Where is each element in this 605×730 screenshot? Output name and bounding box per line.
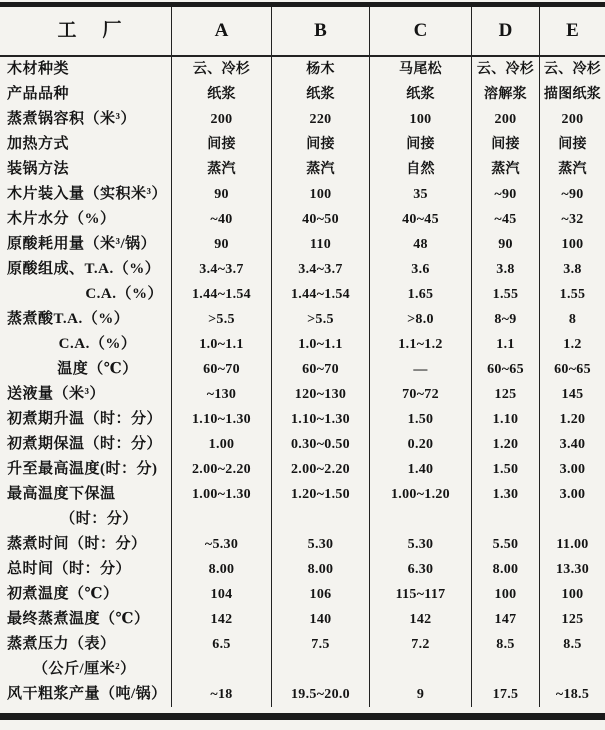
header-column-letter: D (472, 7, 540, 55)
value-cell: 间接 (370, 132, 472, 157)
value-cell: 60~70 (172, 357, 272, 382)
row-label (0, 557, 172, 582)
table-row (0, 482, 605, 532)
value-cell: 100 (370, 107, 472, 132)
value-cell: 125 (472, 382, 540, 407)
row-label-line1: 初煮期升温（时：分） (7, 411, 163, 427)
bottom-border-rule (0, 713, 605, 720)
value-cell: 3.8 (563, 262, 582, 277)
row-label-line1: 送液量（米³） (7, 386, 105, 402)
value-cell: 100 (561, 587, 584, 602)
value-cell: 8.00 (172, 557, 272, 582)
row-label (0, 307, 172, 332)
value-cell: 间接 (558, 137, 587, 152)
value-cell: 溶解浆 (472, 82, 540, 107)
value-cell: 3.8 (472, 257, 540, 282)
header-column-letter: C (370, 7, 472, 55)
value-cell: 40~45 (370, 207, 472, 232)
row-label (0, 382, 172, 407)
value-cell: 1.0~1.1 (172, 332, 272, 357)
value-cell: 3.6 (370, 257, 472, 282)
value-cell: ~32 (561, 212, 584, 227)
row-label-line1: 蒸煮时间（时：分） (7, 536, 147, 552)
table-row (0, 282, 605, 307)
row-label (0, 582, 172, 607)
table-row (0, 257, 605, 282)
row-label-line1: 最终蒸煮温度（℃） (7, 611, 150, 627)
row-label (0, 407, 172, 432)
value-cell: 杨木 (272, 57, 370, 82)
value-cell: 100 (472, 582, 540, 607)
row-label-line1: 原酸耗用量（米³/锅） (7, 236, 157, 252)
row-label-line1: 原酸组成、T.A.（%） (7, 261, 161, 277)
table-row (0, 457, 605, 482)
value-cell: >8.0 (370, 307, 472, 332)
row-label (0, 82, 172, 107)
value-cell: 90 (472, 232, 540, 257)
value-cell: 106 (272, 582, 370, 607)
row-label (0, 107, 172, 132)
row-label (0, 607, 172, 632)
row-label (0, 632, 172, 682)
table-row (0, 632, 605, 682)
value-cell: 3.40 (559, 437, 586, 452)
row-label (0, 282, 172, 307)
value-cell: >5.5 (172, 307, 272, 332)
value-cell: 1.10~1.30 (172, 407, 272, 432)
value-cell: 145 (561, 387, 584, 402)
value-cell: 100 (272, 182, 370, 207)
value-cell: 自然 (370, 157, 472, 182)
value-cell: 蒸汽 (472, 157, 540, 182)
row-label (0, 232, 172, 257)
value-cell: 5.30 (272, 532, 370, 557)
value-cell: 13.30 (556, 562, 589, 577)
value-cell: 云、冷杉 (543, 62, 602, 77)
value-cell: 8.5 (563, 637, 582, 652)
value-cell: 8~9 (472, 307, 540, 332)
row-label-line1: 加热方式 (7, 136, 70, 152)
value-cell: 1.10~1.30 (272, 407, 370, 432)
value-cell: 云、冷杉 (172, 57, 272, 82)
value-cell: 1.20 (559, 412, 586, 427)
row-label (0, 182, 172, 207)
value-cell: 1.20~1.50 (272, 482, 370, 532)
row-label-line1: 木片水分（%） (7, 211, 116, 227)
value-cell: 纸浆 (272, 82, 370, 107)
value-cell: 间接 (172, 132, 272, 157)
value-cell: 48 (370, 232, 472, 257)
value-cell: ~90 (561, 187, 584, 202)
value-cell: 8 (568, 312, 577, 327)
value-cell: 17.5 (472, 682, 540, 707)
value-cell: 1.55 (472, 282, 540, 307)
value-cell: 蒸汽 (272, 157, 370, 182)
row-label-line1: 蒸煮酸T.A.（%） (7, 311, 130, 327)
table-row (0, 132, 605, 157)
header-column-letter: E (566, 20, 579, 41)
table-row (0, 157, 605, 182)
table-row (0, 532, 605, 557)
value-cell: 5.50 (472, 532, 540, 557)
value-cell: 间接 (272, 132, 370, 157)
value-cell: 描图纸浆 (543, 87, 602, 102)
value-cell: 云、冷杉 (472, 57, 540, 82)
value-cell: ~90 (472, 182, 540, 207)
value-cell: 1.1 (472, 332, 540, 357)
table-header (0, 7, 605, 57)
header-factory-label: 工厂 (0, 7, 172, 55)
value-cell: 0.30~0.50 (272, 432, 370, 457)
row-label (0, 357, 172, 382)
table-row (0, 232, 605, 257)
row-label-line1: 初煮期保温（时：分） (7, 436, 163, 452)
row-label-line1: 风干粗浆产量（吨/锅） (7, 686, 167, 702)
value-cell: 120~130 (272, 382, 370, 407)
value-cell: ~130 (172, 382, 272, 407)
value-cell: 纸浆 (172, 82, 272, 107)
value-cell: 1.30 (472, 482, 540, 532)
value-cell: 90 (172, 182, 272, 207)
value-cell: 19.5~20.0 (272, 682, 370, 707)
value-cell: 1.50 (370, 407, 472, 432)
row-label-line1: 初煮温度（℃） (7, 586, 119, 602)
table-row (0, 607, 605, 632)
table-body (0, 57, 605, 710)
value-cell: 1.00 (172, 432, 272, 457)
value-cell: 1.2 (563, 337, 582, 352)
row-label-line1: 最高温度下保温 (7, 486, 116, 502)
value-cell: 7.2 (370, 632, 472, 682)
row-label-line1: 木片装入量（实积米³） (7, 186, 167, 202)
row-label (0, 132, 172, 157)
row-label-line2: （公斤/厘米²） (33, 661, 136, 677)
value-cell: 125 (561, 612, 584, 627)
row-label-line1: 装锅方法 (7, 161, 70, 177)
value-cell: 8.00 (472, 557, 540, 582)
table-row (0, 182, 605, 207)
value-cell: 1.55 (559, 287, 586, 302)
value-cell: 6.5 (172, 632, 272, 682)
value-cell: 70~72 (370, 382, 472, 407)
value-cell: — (370, 357, 472, 382)
value-cell: 220 (272, 107, 370, 132)
value-cell: >5.5 (272, 307, 370, 332)
value-cell: 1.40 (370, 457, 472, 482)
row-label-line1: 总时间（时：分） (7, 561, 132, 577)
value-cell: 40~50 (272, 207, 370, 232)
value-cell: 8.5 (472, 632, 540, 682)
value-cell: 100 (561, 237, 584, 252)
value-cell: ~18 (172, 682, 272, 707)
table-row (0, 557, 605, 582)
value-cell: 2.00~2.20 (172, 457, 272, 482)
value-cell: 1.44~1.54 (172, 282, 272, 307)
row-label-line1: C.A.（%） (58, 336, 137, 352)
table-row (0, 57, 605, 82)
row-label (0, 257, 172, 282)
value-cell: 200 (472, 107, 540, 132)
header-column-letter: B (272, 7, 370, 55)
value-cell: 3.4~3.7 (172, 257, 272, 282)
value-cell: 1.00~1.20 (370, 482, 472, 532)
value-cell: 2.00~2.20 (272, 457, 370, 482)
table-row (0, 207, 605, 232)
table-row (0, 407, 605, 432)
value-cell: 蒸汽 (172, 157, 272, 182)
row-label (0, 332, 172, 357)
row-label (0, 682, 172, 707)
value-cell: 9 (370, 682, 472, 707)
value-cell: 马尾松 (370, 57, 472, 82)
table-row (0, 82, 605, 107)
value-cell: 1.1~1.2 (370, 332, 472, 357)
value-cell: 1.65 (370, 282, 472, 307)
value-cell: 60~65 (472, 357, 540, 382)
value-cell: 1.50 (472, 457, 540, 482)
value-cell: 纸浆 (370, 82, 472, 107)
value-cell: 3.4~3.7 (272, 257, 370, 282)
row-label-line1: 蒸煮压力（表） (7, 636, 116, 652)
value-cell: 200 (172, 107, 272, 132)
value-cell: 蒸汽 (558, 162, 587, 177)
value-cell: 104 (172, 582, 272, 607)
value-cell: 1.0~1.1 (272, 332, 370, 357)
value-cell: ~5.30 (172, 532, 272, 557)
value-cell: 1.10 (472, 407, 540, 432)
value-cell: 6.30 (370, 557, 472, 582)
row-label-line1: C.A.（%） (85, 286, 163, 302)
row-label (0, 157, 172, 182)
table-row (0, 107, 605, 132)
table-row (0, 357, 605, 382)
row-label-line1: 木材种类 (7, 61, 70, 77)
row-label-line1: 温度（℃） (57, 361, 138, 377)
row-label (0, 432, 172, 457)
value-cell: 间接 (472, 132, 540, 157)
value-cell: 11.00 (556, 537, 589, 552)
value-cell: 5.30 (370, 532, 472, 557)
value-cell: 0.20 (370, 432, 472, 457)
value-cell: 115~117 (370, 582, 472, 607)
value-cell: 142 (172, 607, 272, 632)
value-cell: ~18.5 (555, 687, 590, 702)
row-label (0, 532, 172, 557)
table-row (0, 332, 605, 357)
value-cell: ~40 (172, 207, 272, 232)
value-cell: 110 (272, 232, 370, 257)
value-cell: 3.00 (559, 462, 586, 477)
row-label (0, 207, 172, 232)
row-label (0, 482, 172, 532)
row-label (0, 457, 172, 482)
table-row (0, 682, 605, 707)
value-cell: 7.5 (272, 632, 370, 682)
header-column-letter: A (172, 7, 272, 55)
value-cell: 1.00~1.30 (172, 482, 272, 532)
table-row (0, 307, 605, 332)
value-cell: 60~70 (272, 357, 370, 382)
table-row (0, 582, 605, 607)
value-cell: 1.20 (472, 432, 540, 457)
row-label-line2: （时：分） (60, 511, 138, 527)
row-label-line1: 蒸煮锅容积（米³） (7, 111, 136, 127)
value-cell: 200 (561, 112, 584, 127)
table-row (0, 432, 605, 457)
row-label-line1: 产品品种 (7, 86, 70, 102)
row-label (0, 57, 172, 82)
value-cell: 90 (172, 232, 272, 257)
value-cell: 147 (472, 607, 540, 632)
value-cell: 142 (370, 607, 472, 632)
value-cell: 3.00 (559, 487, 586, 502)
row-label-line1: 升至最高温度(时：分) (7, 461, 158, 477)
value-cell: ~45 (472, 207, 540, 232)
value-cell: 35 (370, 182, 472, 207)
value-cell: 8.00 (272, 557, 370, 582)
value-cell: 140 (272, 607, 370, 632)
value-cell: 1.44~1.54 (272, 282, 370, 307)
table-row (0, 382, 605, 407)
value-cell: 60~65 (554, 362, 591, 377)
